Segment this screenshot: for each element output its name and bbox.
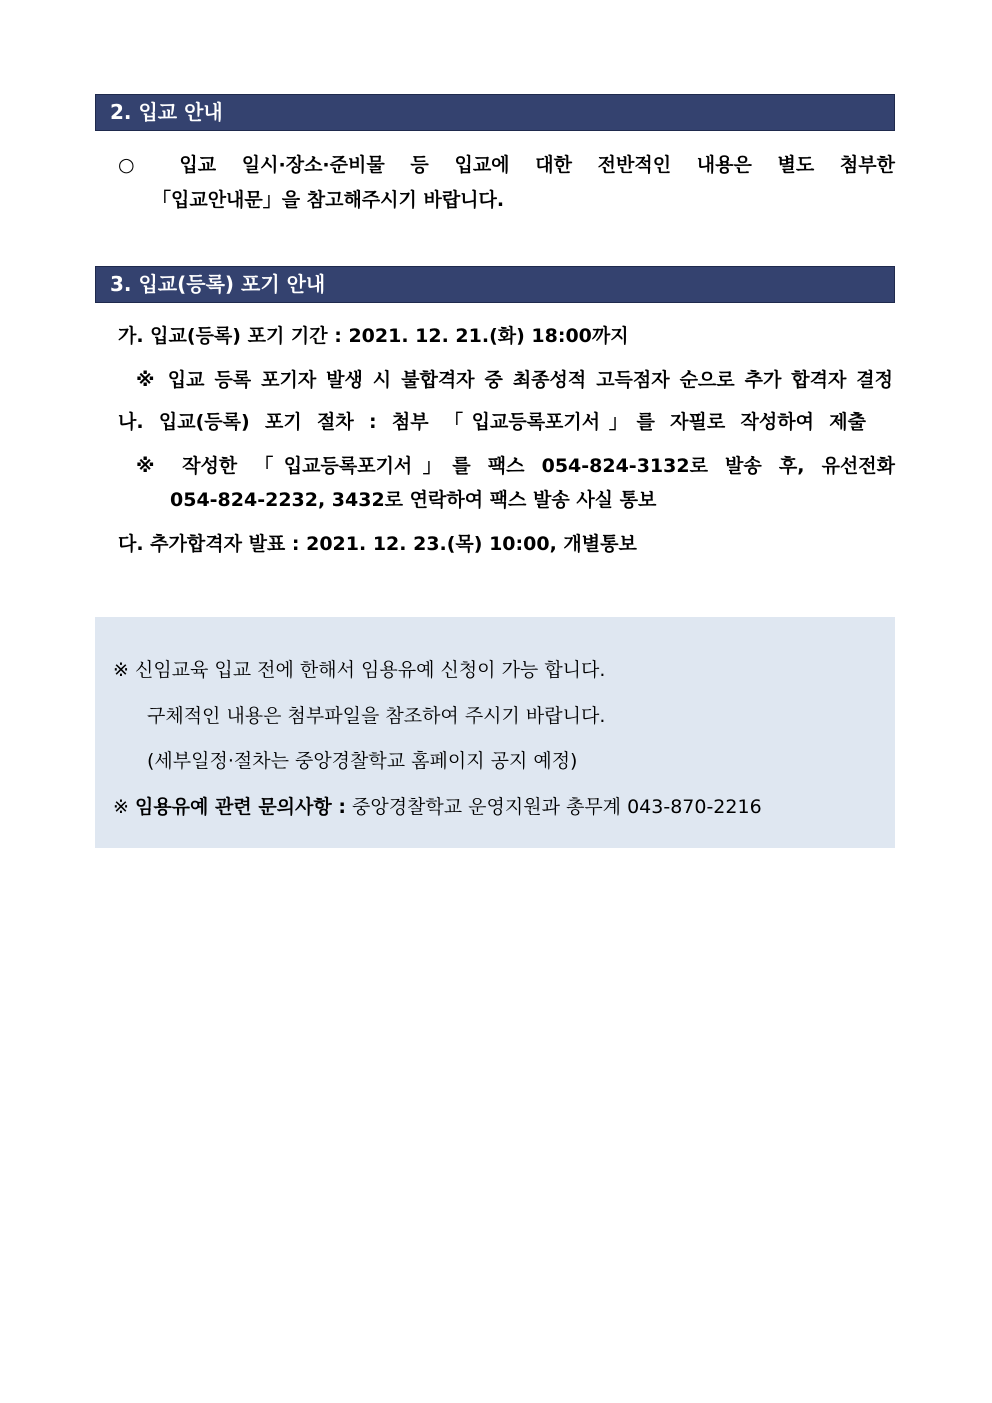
notice-line-1: ※ 신임교육 입교 전에 한해서 임용유예 신청이 가능 합니다. xyxy=(113,659,606,681)
notice-contact-label: 임용유예 관련 문의사항 : xyxy=(134,796,346,818)
notice-contact-value: 중앙경찰학교 운영지원과 총무계 043-870-2216 xyxy=(345,796,762,818)
section-3-item-na-note-line-1: ※ 작성한 「입교등록포기서」를 팩스 054-824-3132로 발송 후, 유선전화 xyxy=(136,455,895,477)
section-2-header: 2. 입교 안내 xyxy=(95,94,895,131)
notice-line-2: 구체적인 내용은 첨부파일을 참조하여 주시기 바랍니다. xyxy=(147,705,606,727)
notice-contact-line xyxy=(113,794,762,820)
section-2-bullet-line-1: ○ 입교 일시·장소·준비물 등 입교에 대한 전반적인 내용은 별도 첨부한 xyxy=(118,154,895,176)
section-3-item-da: 다. 추가합격자 발표 : 2021. 12. 23.(목) 10:00, 개별통보 xyxy=(118,533,637,555)
notice-contact-prefix: ※ xyxy=(113,796,135,818)
section-3-item-ga: 가. 입교(등록) 포기 기간 : 2021. 12. 21.(화) 18:00까지 xyxy=(118,325,629,347)
section-3-header: 3. 입교(등록) 포기 안내 xyxy=(95,266,895,303)
section-3-item-na-note-line-2: 054-824-2232, 3432로 연락하여 팩스 발송 사실 통보 xyxy=(170,489,657,511)
section-2-bullet-line-2: 「입교안내문」을 참고해주시기 바랍니다. xyxy=(152,189,505,211)
notice-line-3: (세부일정·절차는 중앙경찰학교 홈페이지 공지 예정) xyxy=(147,750,578,772)
section-3-item-ga-note: ※ 입교 등록 포기자 발생 시 불합격자 중 최종성적 고득점자 순으로 추가 합격자 결정 xyxy=(136,369,893,391)
section-3-item-na: 나. 입교(등록) 포기 절차 : 첨부 「입교등록포기서」를 자필로 작성하여 제출 xyxy=(118,411,866,433)
notice-box xyxy=(95,617,895,848)
